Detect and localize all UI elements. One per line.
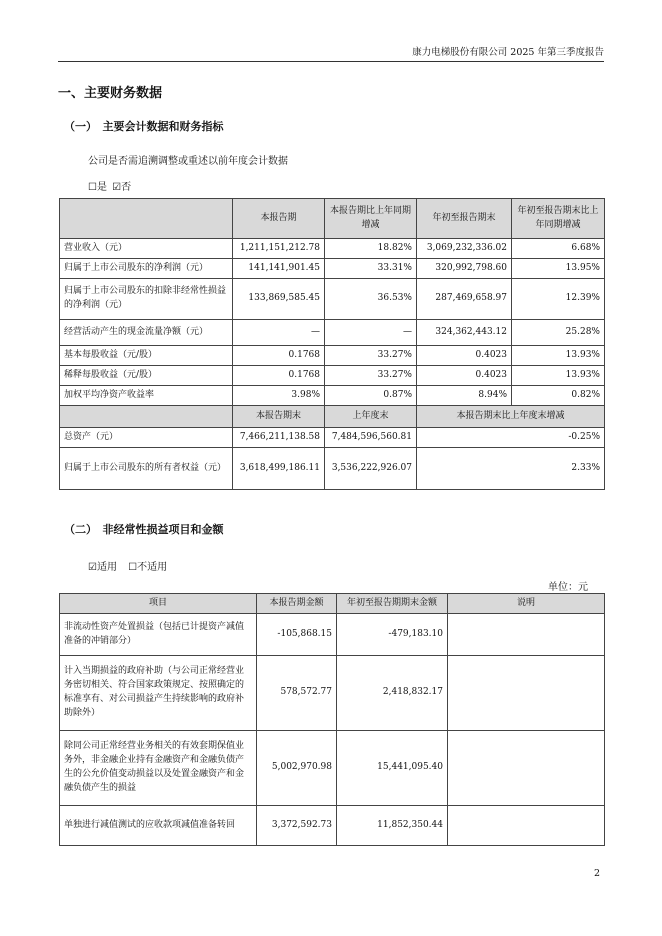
header-cell: 上年度末 — [325, 406, 417, 428]
value-cell: 0.82% — [512, 386, 605, 406]
value-cell: 12.39% — [512, 279, 605, 320]
item-cell: 单独进行减值测试的应收款项减值准备转回 — [60, 806, 257, 846]
item-cell: 基本每股收益（元/股） — [60, 346, 233, 366]
option-yes-checkbox[interactable]: ☐是 — [88, 182, 107, 193]
value-cell: — — [325, 320, 417, 346]
header-cell: 本报告期 — [233, 199, 325, 239]
item-cell: 稀释每股收益（元/股） — [60, 366, 233, 386]
item-cell: 归属于上市公司股东的扣除非经常性损益的净利润（元） — [60, 279, 233, 320]
restatement-options — [88, 178, 133, 193]
value-cell: -479,183.10 — [337, 614, 448, 656]
value-cell: 3,069,232,336.02 — [417, 239, 512, 259]
item-cell: 加权平均净资产收益率 — [60, 386, 233, 406]
value-cell: 13.93% — [512, 366, 605, 386]
value-cell: 0.1768 — [233, 346, 325, 366]
value-cell: 36.53% — [325, 279, 417, 320]
section-title-financial-data: 一、主要财务数据 — [58, 86, 163, 101]
value-cell: 7,466,211,138.58 — [233, 428, 325, 448]
page-number: 2 — [593, 868, 600, 879]
table-row — [60, 731, 605, 806]
value-cell: 33.27% — [325, 366, 417, 386]
table-header-row — [60, 406, 605, 428]
header-blank-cell — [60, 406, 233, 428]
header-cell: 年初至报告期末 — [417, 199, 512, 239]
value-cell: -0.25% — [417, 428, 605, 448]
value-cell: 324,362,443.12 — [417, 320, 512, 346]
value-cell: 8.94% — [417, 386, 512, 406]
restatement-question: 公司是否需追溯调整或重述以前年度会计数据 — [88, 156, 288, 167]
value-cell: 25.28% — [512, 320, 605, 346]
value-cell: 7,484,596,560.81 — [325, 428, 417, 448]
item-cell: 归属于上市公司股东的净利润（元） — [60, 259, 233, 279]
value-cell: 3,618,499,186.11 — [233, 448, 325, 490]
value-cell: 578,572.77 — [257, 656, 337, 731]
table-row — [60, 386, 605, 406]
table-header-row — [60, 594, 605, 614]
table-row — [60, 614, 605, 656]
value-cell: 6.68% — [512, 239, 605, 259]
applicability-options — [88, 558, 169, 573]
subsection-title-accounting-data: （一） 主要会计数据和财务指标 — [64, 120, 224, 133]
table-row — [60, 239, 605, 259]
table-row — [60, 366, 605, 386]
value-cell: 5,002,970.98 — [257, 731, 337, 806]
subsection-title-non-recurring: （二） 非经常性损益项目和金额 — [64, 523, 224, 536]
table-row — [60, 428, 605, 448]
value-cell: 18.82% — [325, 239, 417, 259]
value-cell: 3,372,592.73 — [257, 806, 337, 846]
item-cell: 非流动性资产处置损益（包括已计提资产减值准备的冲销部分） — [60, 614, 257, 656]
option-no-checkbox[interactable]: ☑否 — [112, 182, 132, 193]
report-header-title: 康力电梯股份有限公司 2025 年第三季度报告 — [412, 47, 604, 58]
note-cell — [448, 806, 605, 846]
table-row — [60, 806, 605, 846]
table-row — [60, 346, 605, 366]
table-row — [60, 656, 605, 731]
unit-label: 单位：元 — [548, 582, 588, 593]
value-cell: 0.87% — [325, 386, 417, 406]
value-cell: 3.98% — [233, 386, 325, 406]
note-cell — [448, 731, 605, 806]
option-apply-checkbox[interactable]: ☑适用 — [88, 562, 117, 573]
value-cell: 2.33% — [417, 448, 605, 490]
item-cell: 总资产（元） — [60, 428, 233, 448]
header-cell: 本报告期末比上年度末增减 — [417, 406, 605, 428]
value-cell: 0.4023 — [417, 366, 512, 386]
value-cell: 0.4023 — [417, 346, 512, 366]
table-header-row — [60, 199, 605, 239]
value-cell: 320,992,798.60 — [417, 259, 512, 279]
value-cell: 33.31% — [325, 259, 417, 279]
option-not-apply-checkbox[interactable]: ☐不适用 — [128, 562, 168, 573]
item-cell: 除同公司正常经营业务相关的有效套期保值业务外，非金融企业持有金融资产和金融负债产生的公允价值变动损益以及处置金融资产和金融负债产生的损益 — [60, 731, 257, 806]
header-cell: 本报告期金额 — [257, 594, 337, 614]
non-recurring-items-table — [59, 593, 605, 846]
header-divider — [58, 61, 604, 62]
header-cell: 本报告期比上年同期增减 — [325, 199, 417, 239]
value-cell: 13.93% — [512, 346, 605, 366]
value-cell: 15,441,095.40 — [337, 731, 448, 806]
table-row — [60, 448, 605, 490]
item-cell: 经营活动产生的现金流量净额（元） — [60, 320, 233, 346]
value-cell: 2,418,832.17 — [337, 656, 448, 731]
value-cell: 11,852,350.44 — [337, 806, 448, 846]
value-cell: 133,869,585.45 — [233, 279, 325, 320]
header-cell: 年初至报告期期末金额 — [337, 594, 448, 614]
value-cell: 3,536,222,926.07 — [325, 448, 417, 490]
table-row — [60, 320, 605, 346]
header-blank-cell — [60, 199, 233, 239]
value-cell: 13.95% — [512, 259, 605, 279]
value-cell: 141,141,901.45 — [233, 259, 325, 279]
item-cell: 归属于上市公司股东的所有者权益（元） — [60, 448, 233, 490]
table-row — [60, 279, 605, 320]
value-cell: 287,469,658.97 — [417, 279, 512, 320]
value-cell: — — [233, 320, 325, 346]
value-cell: 1,211,151,212.78 — [233, 239, 325, 259]
key-financial-data-table — [59, 198, 605, 490]
note-cell — [448, 614, 605, 656]
table-row — [60, 259, 605, 279]
item-cell: 计入当期损益的政府补助（与公司正常经营业务密切相关、符合国家政策规定、按照确定的标准享有、对公司损益产生持续影响的政府补助除外） — [60, 656, 257, 731]
value-cell: 0.1768 — [233, 366, 325, 386]
value-cell: -105,868.15 — [257, 614, 337, 656]
header-cell: 本报告期末 — [233, 406, 325, 428]
item-cell: 营业收入（元） — [60, 239, 233, 259]
note-cell — [448, 656, 605, 731]
header-cell: 说明 — [448, 594, 605, 614]
header-cell: 年初至报告期末比上年同期增减 — [512, 199, 605, 239]
header-cell: 项目 — [60, 594, 257, 614]
value-cell: 33.27% — [325, 346, 417, 366]
